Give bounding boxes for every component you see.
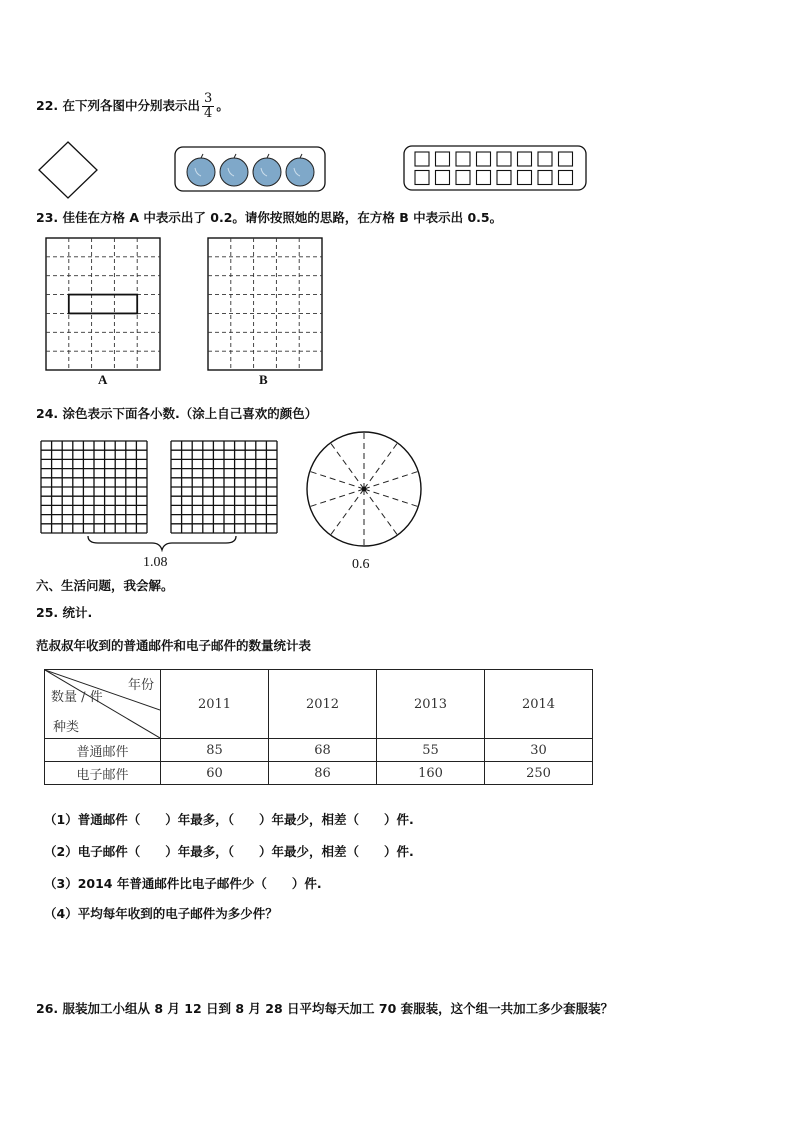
q26-number: 26. — [36, 1001, 59, 1016]
small-square — [436, 171, 450, 185]
small-square — [415, 152, 429, 166]
apple-icon — [220, 154, 248, 186]
value-1-08: 1.08 — [143, 555, 168, 570]
circle-radius — [310, 489, 364, 507]
question-24 — [36, 404, 317, 422]
small-square — [518, 152, 532, 166]
grid-b — [206, 236, 324, 374]
small-square — [415, 171, 429, 185]
table-cell: 68 — [269, 739, 377, 762]
circle-radius — [331, 489, 365, 535]
table-cell: 250 — [485, 762, 593, 785]
q25-text: 统计. — [62, 605, 93, 620]
table-row — [45, 762, 593, 785]
q22-number: 22. — [36, 98, 59, 113]
table-cell: 60 — [161, 762, 269, 785]
grid-a — [44, 236, 162, 374]
small-square — [477, 171, 491, 185]
circle-radius — [364, 489, 418, 507]
circle-radius — [331, 443, 365, 489]
small-square — [477, 152, 491, 166]
grid-a-label: A — [98, 372, 108, 387]
circle-radius — [364, 489, 398, 535]
circle-center — [362, 487, 367, 492]
hundred-grid-left — [40, 440, 150, 536]
q25-sub-1: （1）普通邮件（ ）年最多，（ ）年最少，相差（ ）件. — [44, 812, 414, 827]
q24-number: 24. — [36, 406, 59, 421]
fraction-numerator: 3 — [204, 91, 213, 106]
question-25 — [36, 603, 92, 621]
apple-icon — [286, 154, 314, 186]
q25-sub-3: （3）2014 年普通邮件比电子邮件少（ ）件. — [44, 876, 322, 891]
diamond-shape — [36, 140, 100, 200]
q22-text: 在下列各图中分别表示出 — [62, 98, 201, 113]
row-label: 电子邮件 — [45, 762, 161, 785]
small-square — [538, 152, 552, 166]
curly-brace — [86, 534, 238, 552]
circle-divided — [304, 429, 424, 549]
circle-radius — [364, 471, 418, 489]
highlight-rectangle — [69, 295, 137, 314]
section-6-title: 六、生活问题，我会解。 — [36, 578, 174, 593]
question-23 — [36, 208, 502, 226]
corner-type-label: 种类 — [53, 720, 80, 735]
corner-quantity-label: 数量 / 件 — [51, 690, 103, 705]
table-title: 范叔叔年收到的普通邮件和电子邮件的数量统计表 — [36, 638, 312, 653]
question-26 — [36, 999, 613, 1017]
year-header: 2011 — [161, 670, 269, 739]
table-cell: 30 — [485, 739, 593, 762]
small-square — [538, 171, 552, 185]
year-header: 2013 — [377, 670, 485, 739]
small-square — [436, 152, 450, 166]
q26-text: 服装加工小组从 8 月 12 日到 8 月 28 日平均每天加工 70 套服装，这个组一共加工多少套服装？ — [62, 1001, 614, 1016]
small-square — [456, 171, 470, 185]
q23-number: 23. — [36, 210, 59, 225]
year-header: 2012 — [269, 670, 377, 739]
header-corner-cell — [45, 670, 161, 739]
fraction-three-quarters — [202, 92, 214, 121]
small-square — [518, 171, 532, 185]
corner-year-label: 年份 — [127, 678, 154, 693]
grid-b-label: B — [259, 372, 268, 387]
small-square — [559, 171, 573, 185]
table-header-row — [45, 670, 593, 739]
table-cell: 85 — [161, 739, 269, 762]
question-22 — [36, 92, 229, 121]
apple-icon — [253, 154, 281, 186]
apple-icon — [187, 154, 215, 186]
row-label: 普通邮件 — [45, 739, 161, 762]
q24-text: 涂色表示下面各小数.（涂上自己喜欢的颜色） — [62, 406, 318, 421]
statistics-table — [44, 669, 593, 785]
q25-sub-4: （4）平均每年收到的电子邮件为多少件？ — [44, 906, 278, 921]
value-0-6: 0.6 — [352, 557, 370, 572]
small-square — [497, 171, 511, 185]
q23-text: 佳佳在方格 A 中表示出了 0.2。请你按照她的思路，在方格 B 中表示出 0.5。 — [62, 210, 503, 225]
q22-end: 。 — [216, 98, 229, 113]
grid-border — [46, 238, 160, 370]
small-square — [456, 152, 470, 166]
q25-sub-2: （2）电子邮件（ ）年最多，（ ）年最少，相差（ ）件. — [44, 844, 414, 859]
year-header: 2014 — [485, 670, 593, 739]
table-cell: 55 — [377, 739, 485, 762]
q25-number: 25. — [36, 605, 59, 620]
small-square — [497, 152, 511, 166]
grid-border — [208, 238, 322, 370]
table-row — [45, 739, 593, 762]
apples-box — [174, 146, 326, 192]
small-square — [559, 152, 573, 166]
circle-radius — [364, 443, 398, 489]
fraction-denominator: 4 — [204, 106, 213, 121]
table-cell: 86 — [269, 762, 377, 785]
small-squares-box — [403, 145, 587, 191]
table-cell: 160 — [377, 762, 485, 785]
circle-radius — [310, 471, 364, 489]
hundred-grid-right — [170, 440, 280, 536]
